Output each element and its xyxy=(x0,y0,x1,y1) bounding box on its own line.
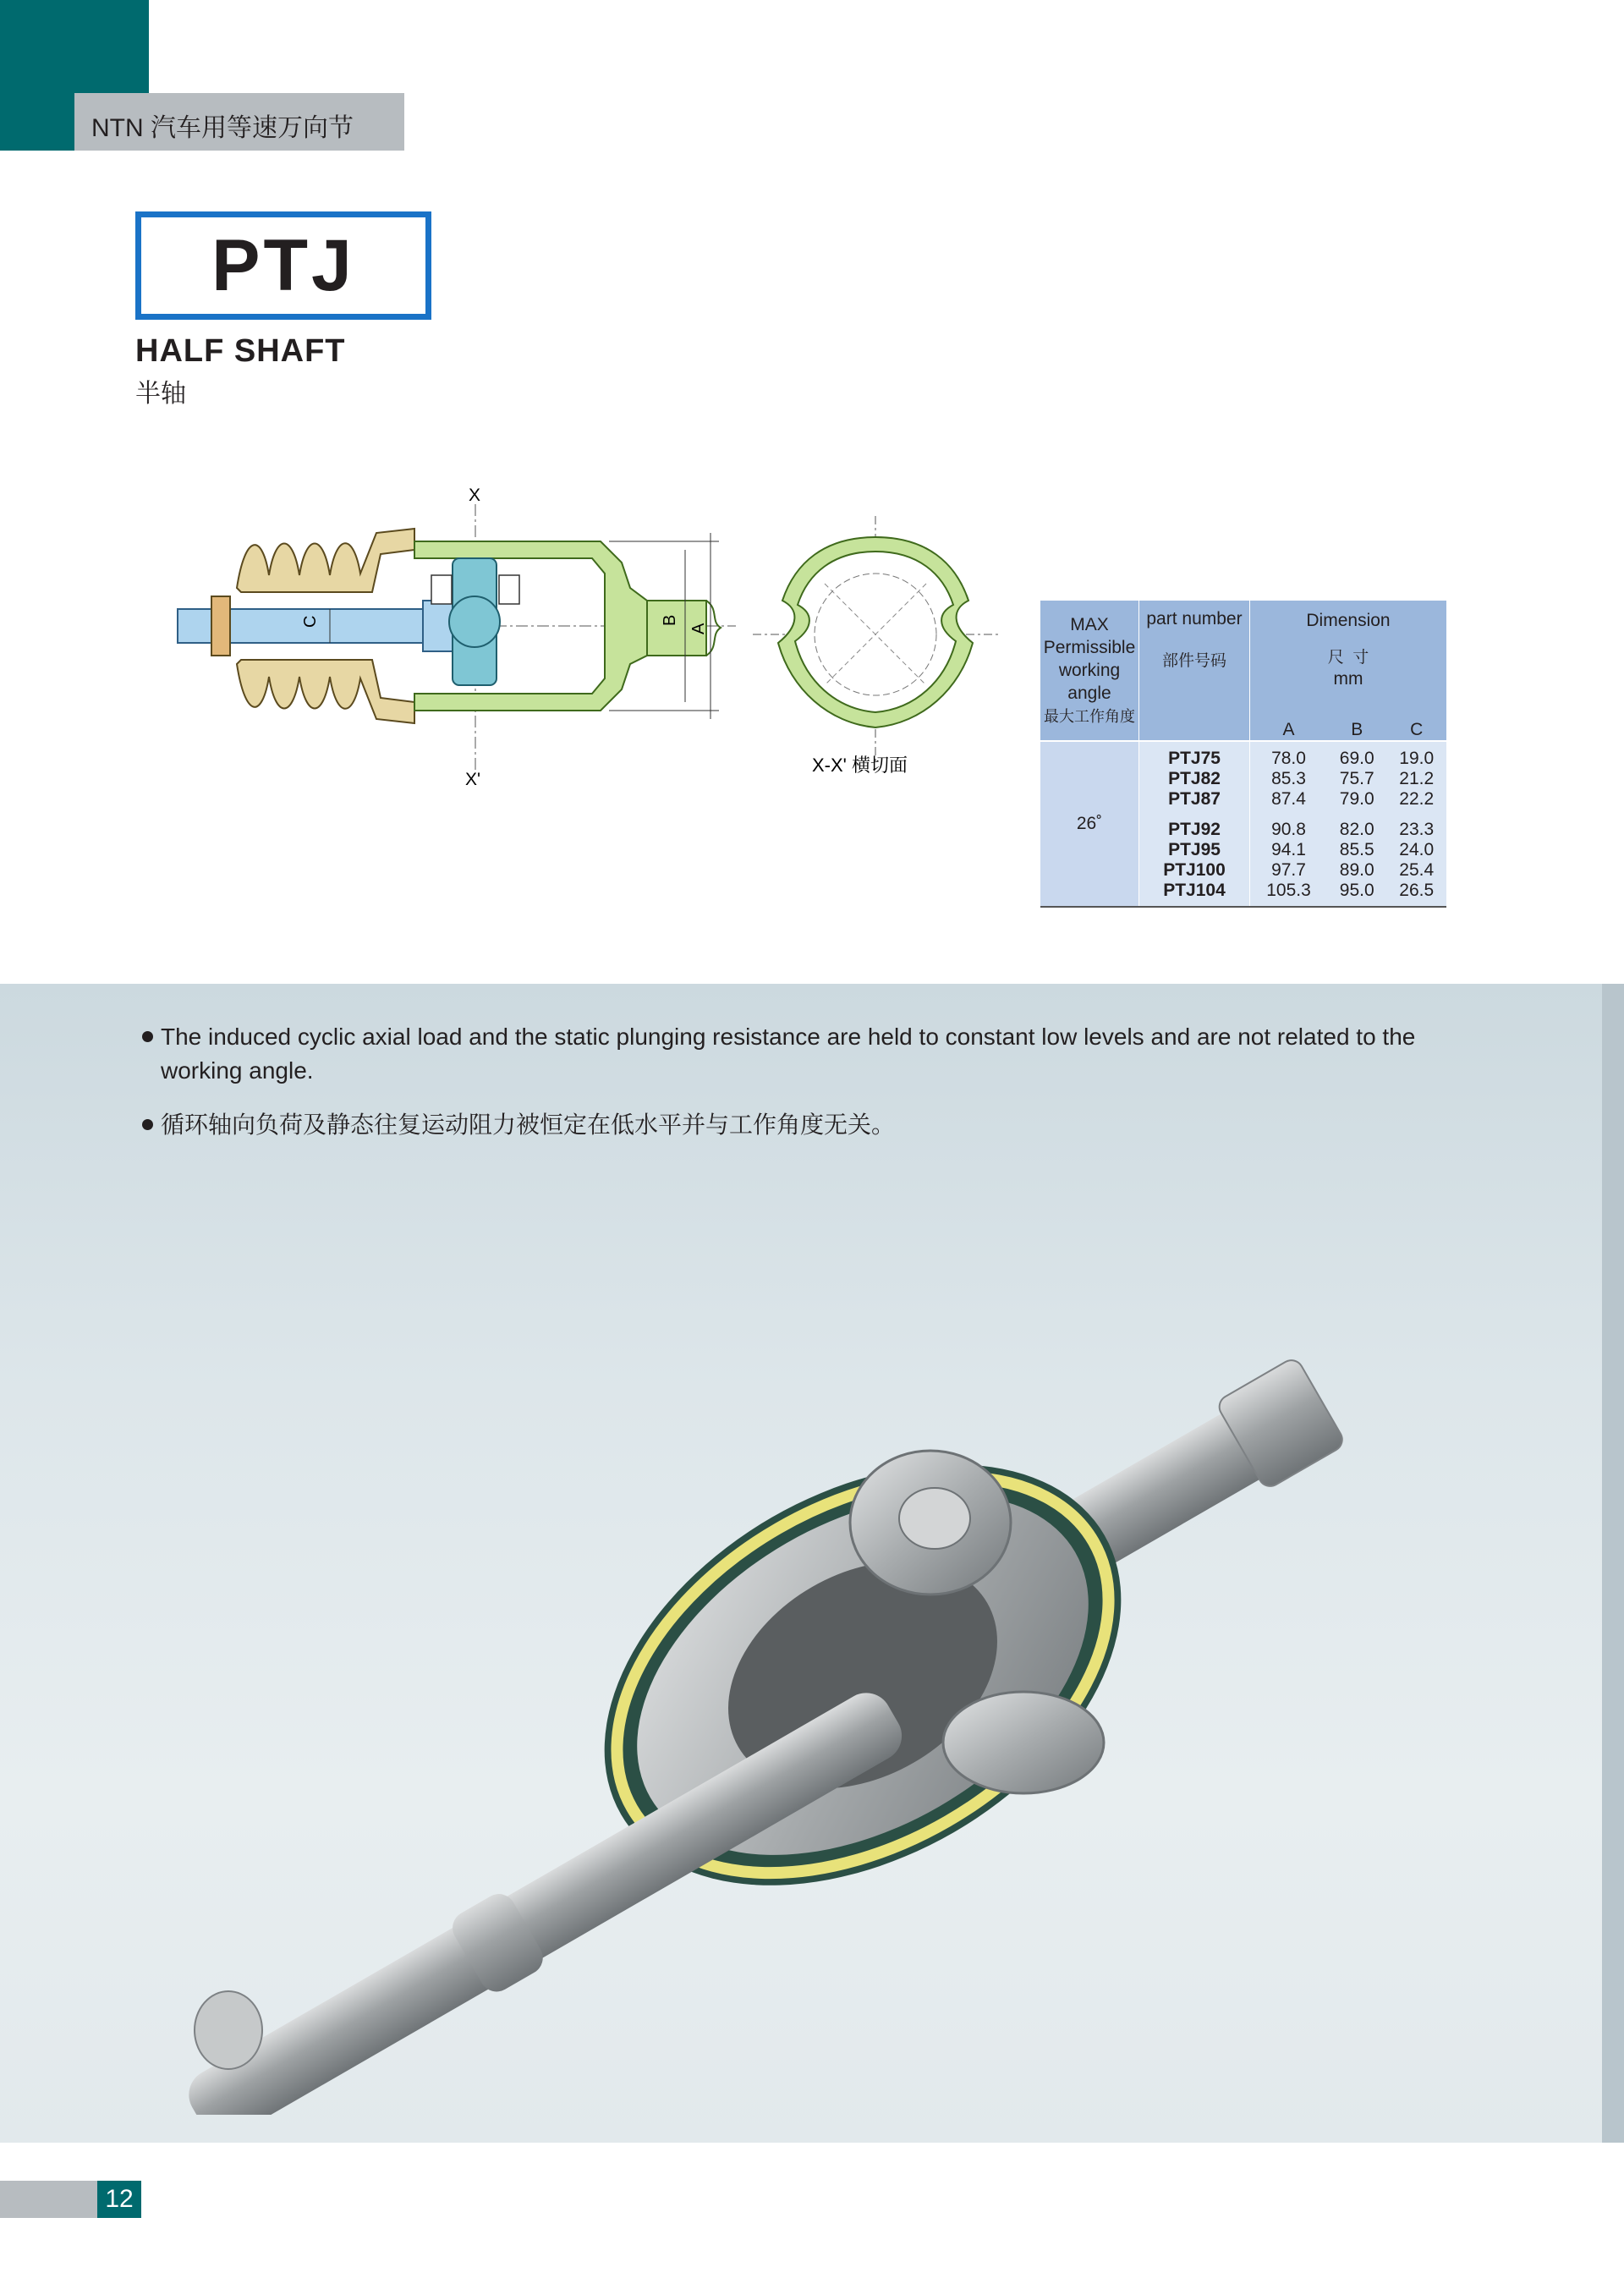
value-c: 26.5 xyxy=(1386,881,1446,907)
value-a: 78.0 xyxy=(1250,741,1328,769)
feature-bullet-cn xyxy=(142,1108,1470,1142)
feature-bullet-en xyxy=(142,1020,1470,1088)
part-number: PTJ100 xyxy=(1139,860,1250,881)
part-number: PTJ87 xyxy=(1139,789,1250,810)
dimension-label-b: B xyxy=(661,614,679,626)
roller-bottom xyxy=(943,1692,1104,1793)
angle-header-line2: Permissible xyxy=(1043,637,1136,657)
bullet-dot-icon xyxy=(142,1119,153,1130)
col-header-c: C xyxy=(1386,719,1446,741)
value-a: 90.8 xyxy=(1250,820,1328,840)
dimension-header-en: Dimension xyxy=(1306,611,1391,630)
technical-drawing xyxy=(161,482,1007,804)
angle-value: 26˚ xyxy=(1076,814,1103,833)
value-c: 23.3 xyxy=(1386,820,1446,840)
cross-section-caption: X-X' 横切面 xyxy=(812,755,908,776)
section-label-x: X xyxy=(469,486,481,505)
boot-bellows-top xyxy=(237,529,414,592)
value-b: 85.5 xyxy=(1327,840,1386,860)
part-number: PTJ75 xyxy=(1139,741,1250,769)
dimension-table xyxy=(1040,601,1446,908)
value-b: 79.0 xyxy=(1327,789,1386,810)
feature-text-cn: 循环轴向负荷及静态往复运动阻力被恒定在低水平并与工作角度无关。 xyxy=(161,1112,896,1138)
value-a: 97.7 xyxy=(1250,860,1328,881)
angle-header-line3: working xyxy=(1058,660,1121,680)
table-row xyxy=(1040,741,1446,769)
part-header-en: part number xyxy=(1146,609,1243,629)
value-b: 95.0 xyxy=(1327,881,1386,907)
part-number: PTJ92 xyxy=(1139,820,1250,840)
value-a: 87.4 xyxy=(1250,789,1328,810)
bullet-dot-icon xyxy=(142,1031,153,1042)
cross-section-drawing xyxy=(753,516,998,761)
feature-text-en: The induced cyclic axial load and the static plunging resistance are held to constant low levels and are not related to the working angle. xyxy=(161,1024,1416,1084)
angle-value-cell xyxy=(1040,741,1139,907)
part-header-cn: 部件号码 xyxy=(1161,652,1226,670)
product-subtitle-cn: 半轴 xyxy=(135,380,186,408)
value-c: 21.2 xyxy=(1386,769,1446,789)
value-c: 19.0 xyxy=(1386,741,1446,769)
value-a: 94.1 xyxy=(1250,840,1328,860)
angle-header-cell xyxy=(1040,601,1139,741)
value-b: 89.0 xyxy=(1327,860,1386,881)
product-code: PTJ xyxy=(211,224,355,306)
input-shaft xyxy=(179,1683,911,2115)
section-label-x-prime: X' xyxy=(465,770,481,789)
value-b: 82.0 xyxy=(1327,820,1386,840)
value-a: 105.3 xyxy=(1250,881,1328,907)
part-number: PTJ82 xyxy=(1139,769,1250,789)
header-brand-text: NTN 汽车用等速万向节 xyxy=(91,114,354,142)
product-title-box xyxy=(135,211,431,320)
feature-edge-strip xyxy=(1602,984,1624,2143)
shaft-clamp-left xyxy=(211,596,230,656)
dimension-header-cn: 尺 寸 xyxy=(1327,649,1369,667)
value-a: 85.3 xyxy=(1250,769,1328,789)
value-c: 24.0 xyxy=(1386,840,1446,860)
dimension-header-cell xyxy=(1250,601,1447,719)
value-c: 25.4 xyxy=(1386,860,1446,881)
boot-bellows-bottom xyxy=(237,660,414,723)
angle-header-line5: 最大工作角度 xyxy=(1044,707,1135,725)
value-b: 69.0 xyxy=(1327,741,1386,769)
dimension-unit: mm xyxy=(1333,669,1363,689)
part-header-cell xyxy=(1139,601,1250,741)
shaft-end-face xyxy=(195,1991,262,2069)
value-b: 75.7 xyxy=(1327,769,1386,789)
page-number: 12 xyxy=(97,2181,141,2218)
col-header-a: A xyxy=(1250,719,1328,741)
product-photo xyxy=(169,1269,1489,2115)
part-number: PTJ104 xyxy=(1139,881,1250,907)
part-number: PTJ95 xyxy=(1139,840,1250,860)
value-c: 22.2 xyxy=(1386,789,1446,810)
dimension-label-a: A xyxy=(689,623,708,634)
footer-bar xyxy=(0,2181,97,2218)
dimension-label-c: C xyxy=(301,615,320,628)
col-header-b: B xyxy=(1327,719,1386,741)
angle-header-line1: MAX xyxy=(1070,614,1109,634)
angle-header-line4: angle xyxy=(1067,683,1111,703)
product-subtitle-en: HALF SHAFT xyxy=(135,333,346,369)
